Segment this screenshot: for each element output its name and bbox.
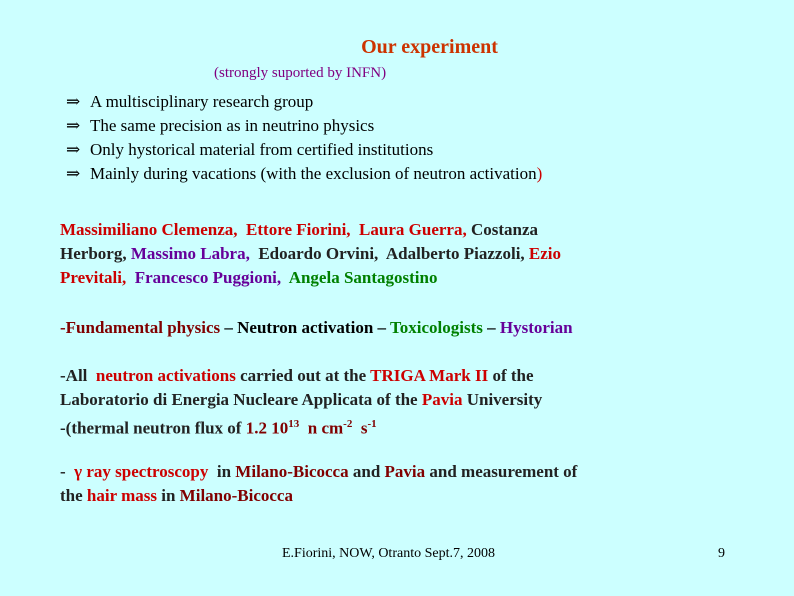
role-separator: – bbox=[377, 318, 387, 337]
text-run: and measurement of bbox=[429, 462, 578, 481]
author-name: Adalberto Piazzoli, bbox=[385, 244, 525, 263]
authors-line bbox=[60, 242, 561, 266]
author-name: Massimiliano Clemenza, bbox=[60, 220, 238, 239]
author-name: Costanza bbox=[470, 220, 539, 239]
author-name: Francesco Puggioni, bbox=[134, 268, 282, 287]
text-run: n cm bbox=[307, 418, 344, 438]
text-run: Pavia bbox=[384, 462, 426, 481]
arrow-icon: ⇒ bbox=[66, 92, 81, 111]
text-run: in bbox=[161, 486, 176, 505]
superscript: 13 bbox=[288, 418, 300, 430]
text-run: TRIGA Mark II bbox=[370, 366, 489, 385]
authors-paragraph bbox=[60, 218, 561, 290]
text-run: in bbox=[216, 462, 232, 481]
page-number: 9 bbox=[718, 546, 725, 561]
bullet-item bbox=[66, 138, 542, 162]
text-run: and bbox=[352, 462, 381, 481]
activations-line bbox=[60, 412, 542, 441]
role-text: Toxicologists bbox=[389, 318, 483, 337]
author-name: Previtali, bbox=[60, 268, 127, 287]
role-separator: – bbox=[487, 318, 496, 337]
arrow-icon: ⇒ bbox=[66, 164, 81, 183]
text-run: carried out at the bbox=[240, 366, 367, 385]
bullet-list bbox=[66, 90, 542, 186]
spectroscopy-line bbox=[60, 484, 577, 508]
role-text: -Fundamental physics bbox=[60, 318, 221, 337]
bullet-text: A multisciplinary research group bbox=[90, 92, 314, 111]
spectroscopy-paragraph bbox=[60, 460, 577, 508]
bullet-text: The same precision as in neutrino physics bbox=[90, 116, 375, 135]
author-name: Ezio bbox=[528, 244, 562, 263]
activations-paragraph bbox=[60, 364, 542, 441]
text-run: γ ray spectroscopy bbox=[74, 462, 209, 481]
text-run: Milano-Bicocca bbox=[235, 462, 349, 481]
text-run: s bbox=[360, 418, 368, 438]
author-name: Massimo Labra, bbox=[130, 244, 250, 263]
slide-title: Our experiment bbox=[361, 36, 498, 58]
author-name: Angela Santagostino bbox=[288, 268, 438, 287]
slide-subtitle: (strongly suported by INFN) bbox=[214, 65, 387, 81]
text-run: the bbox=[60, 486, 83, 505]
author-name: Edoardo Orvini, bbox=[258, 244, 379, 263]
text-run: Pavia bbox=[421, 390, 463, 409]
text-run: University bbox=[466, 390, 543, 409]
activations-line bbox=[60, 388, 542, 412]
text-run: Laboratorio di Energia Nucleare Applicata of the bbox=[60, 390, 418, 409]
slide-footer: E.Fiorini, NOW, Otranto Sept.7, 2008 bbox=[282, 546, 495, 561]
spectroscopy-line bbox=[60, 460, 577, 484]
bullet-item bbox=[66, 162, 542, 186]
activations-line bbox=[60, 364, 542, 388]
author-name: Herborg, bbox=[60, 244, 127, 263]
bullet-close-paren: ) bbox=[536, 164, 543, 183]
superscript: -2 bbox=[343, 418, 353, 430]
text-run: hair mass bbox=[86, 486, 157, 505]
text-run: Milano-Bicocca bbox=[179, 486, 293, 505]
author-name: Ettore Fiorini, bbox=[246, 220, 351, 239]
roles-paragraph bbox=[60, 316, 573, 340]
authors-line bbox=[60, 218, 561, 242]
bullet-item bbox=[66, 90, 542, 114]
authors-line bbox=[60, 266, 561, 290]
text-run: of the bbox=[492, 366, 534, 385]
superscript: -1 bbox=[367, 418, 377, 430]
text-run: - bbox=[60, 462, 66, 481]
bullet-text: Mainly during vacations (with the exclusion of neutron activation bbox=[90, 164, 537, 183]
bullet-item bbox=[66, 114, 542, 138]
arrow-icon: ⇒ bbox=[66, 140, 81, 159]
arrow-icon: ⇒ bbox=[66, 116, 81, 135]
bullet-text: Only hystorical material from certified institutions bbox=[90, 140, 434, 159]
role-text: Hystorian bbox=[499, 318, 573, 337]
text-run: 1.2 10 bbox=[245, 418, 289, 438]
text-run: -(thermal neutron flux of bbox=[60, 418, 242, 438]
role-text: Neutron activation bbox=[237, 318, 374, 337]
text-run: -All bbox=[60, 366, 88, 385]
text-run: neutron activations bbox=[95, 366, 236, 385]
author-name: Laura Guerra, bbox=[359, 220, 467, 239]
role-separator: – bbox=[224, 318, 233, 337]
